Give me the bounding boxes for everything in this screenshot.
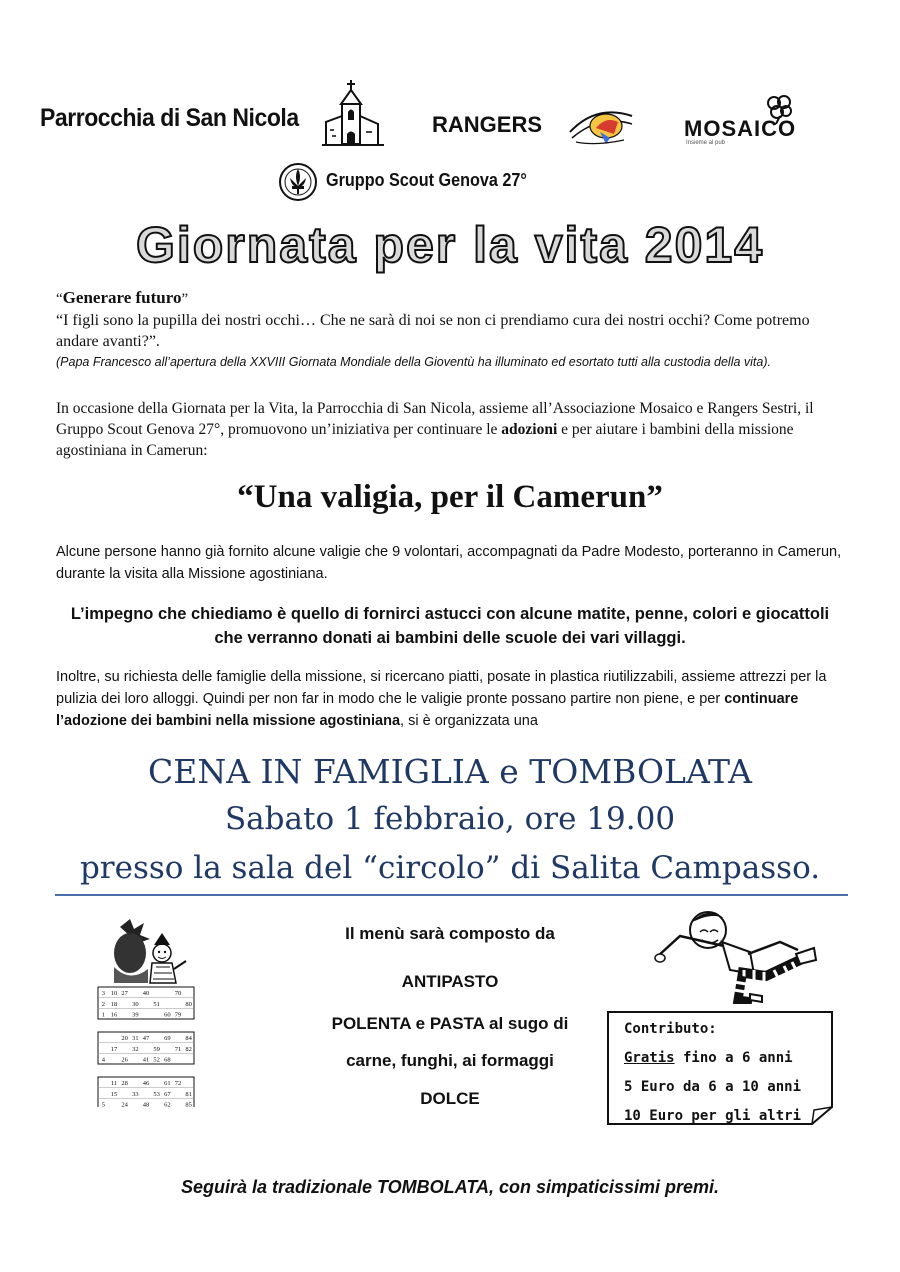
mosaico-logo bbox=[684, 94, 826, 150]
tombola-card bbox=[98, 1032, 194, 1064]
tombola-number: 84 bbox=[185, 1035, 192, 1043]
tombola-number: 32 bbox=[132, 1045, 139, 1053]
slogan-heading: “Una valigia, per il Camerun” bbox=[237, 479, 663, 515]
contribution-free bbox=[624, 1044, 801, 1073]
menu-item-sauces: carne, funghi, ai formaggi bbox=[346, 1051, 554, 1070]
tombola-number: 17 bbox=[110, 1045, 118, 1053]
tombola-number: 80 bbox=[185, 1000, 192, 1008]
event-location: presso la sala del “circolo” di Salita Campasso. bbox=[79, 850, 821, 886]
tombola-number: 69 bbox=[164, 1035, 171, 1043]
menu-item-polenta: POLENTA e PASTA al sugo di bbox=[331, 1014, 569, 1033]
footer-note: Seguirà la tradizionale TOMBOLATA, con simpaticissimi premi. bbox=[180, 1177, 720, 1197]
tombola-number: 20 bbox=[121, 1035, 128, 1043]
tombola-number: 39 bbox=[132, 1011, 139, 1019]
contribution-text bbox=[624, 1015, 801, 1131]
tombola-number: 2 bbox=[101, 1000, 105, 1008]
quote-heading-text: Generare futuro bbox=[62, 288, 182, 307]
contribution-free-word: Gratis bbox=[624, 1050, 675, 1066]
commitment-paragraph: L’impegno che chiediamo è quello di fornirci astucci con alcune matite, penne, colori e giocattoli che verranno donati ai bambini delle scuole dei vari villaggi. bbox=[70, 605, 830, 647]
tombola-number: 51 bbox=[153, 1000, 160, 1008]
tombola-number: 24 bbox=[121, 1101, 128, 1107]
contribution-free-rest: fino a 6 anni bbox=[674, 1050, 793, 1066]
tombola-number: 40 bbox=[142, 990, 150, 998]
tombola-number: 16 bbox=[110, 1011, 118, 1019]
contribution-title: Contributo: bbox=[624, 1021, 717, 1037]
tombola-number: 85 bbox=[185, 1101, 192, 1107]
mosaico-wordmark: MOSAICO bbox=[684, 116, 797, 141]
tombola-number: 47 bbox=[142, 1035, 150, 1043]
tombola-number: 1 bbox=[101, 1011, 105, 1019]
quote-source: (Papa Francesco all’apertura della XXVIII Giornata Mondiale della Gioventù ha illuminato ed esortato tutti alla custodia della vita). bbox=[56, 355, 771, 369]
tombola-number: 18 bbox=[110, 1000, 118, 1008]
tombola-number: 61 bbox=[164, 1080, 171, 1088]
church-icon bbox=[322, 78, 384, 148]
tombola-number: 10 bbox=[110, 990, 118, 998]
tombola-number: 70 bbox=[174, 990, 182, 998]
tombola-number: 60 bbox=[164, 1011, 171, 1019]
rangers-logo-icon bbox=[566, 102, 638, 150]
tombola-number: 62 bbox=[164, 1101, 171, 1107]
event-date: Sabato 1 febbraio, ore 19.00 bbox=[224, 801, 676, 837]
tombola-number: 30 bbox=[132, 1000, 139, 1008]
volunteers-paragraph: Alcune persone hanno già fornito alcune valigie che 9 volontari, accompagnati da Padre Modesto, porteranno in Camerun, durante la visita alla Missione agostiniana. bbox=[56, 544, 842, 582]
mission-text-2: , si è organizzata una bbox=[400, 713, 538, 729]
scout-group-name: Gruppo Scout Genova 27° bbox=[326, 170, 527, 190]
tombola-number: 79 bbox=[174, 1011, 182, 1019]
mission-paragraph bbox=[56, 666, 856, 732]
scout-emblem-icon bbox=[278, 160, 318, 204]
tombola-number: 4 bbox=[101, 1056, 105, 1064]
tombola-number: 41 bbox=[142, 1056, 150, 1064]
tombola-number: 11 bbox=[110, 1080, 118, 1088]
event-title: CENA IN FAMIGLIA e TOMBOLATA bbox=[147, 752, 753, 791]
tombola-number: 81 bbox=[185, 1090, 192, 1098]
tombola-number: 27 bbox=[121, 990, 128, 998]
tombola-number: 46 bbox=[142, 1080, 150, 1088]
parish-name: Parrocchia di San Nicola bbox=[40, 104, 299, 132]
page-title bbox=[100, 212, 800, 274]
tombola-number: 53 bbox=[153, 1090, 160, 1098]
tombola-number: 28 bbox=[121, 1080, 128, 1088]
section-divider bbox=[55, 894, 848, 896]
tombola-card bbox=[98, 1077, 194, 1107]
mission-bold: continuare l’adozione dei bambini nella missione agostiniana bbox=[56, 691, 799, 729]
tombola-number: 67 bbox=[164, 1090, 171, 1098]
contribution-line-3: 10 Euro per gli altri bbox=[624, 1108, 802, 1124]
contribution-line-2: 5 Euro da 6 a 10 anni bbox=[624, 1079, 802, 1095]
quote-heading: “Generare futuro” bbox=[56, 288, 189, 307]
intro-text-2: e per aiutare i bambini della missione agostiniana in Camerun: bbox=[56, 421, 794, 459]
page-title-container bbox=[0, 212, 900, 274]
menu-heading: Il menù sarà composto da bbox=[345, 924, 555, 943]
tombola-number: 31 bbox=[132, 1035, 139, 1043]
intro-bold: adozioni bbox=[501, 421, 558, 438]
menu-item-dolce: DOLCE bbox=[420, 1089, 480, 1108]
tombola-cards bbox=[96, 985, 196, 1107]
tombola-number: 48 bbox=[142, 1101, 150, 1107]
tombola-number: 59 bbox=[153, 1045, 160, 1053]
rangers-name: RANGERS bbox=[432, 112, 543, 137]
tombola-number: 26 bbox=[121, 1056, 128, 1064]
tombola-number: 71 bbox=[174, 1045, 182, 1053]
mission-text-1: Inoltre, su richiesta delle famiglie della missione, si ricercano piatti, posate in plastica riutilizzabili, assieme attrezzi per la pulizia dei loro alloggi. Quindi per non far in modo che le valigie pronte possano partire non piene, e per bbox=[56, 669, 827, 707]
tombola-number: 15 bbox=[110, 1090, 118, 1098]
mosaico-tagline: Insieme al pub bbox=[686, 140, 726, 146]
puppets-illustration-icon bbox=[100, 917, 194, 985]
intro-text-1: In occasione della Giornata per la Vita, la Parrocchia di San Nicola, assieme all’Associazione Mosaico e Rangers Sestri, il Gruppo Scout Genova 27°, promuovono un’iniziativa per continuare le bbox=[56, 400, 814, 438]
tombola-number: 72 bbox=[174, 1080, 182, 1088]
menu-item-antipasto: ANTIPASTO bbox=[401, 972, 499, 991]
tombola-number: 82 bbox=[185, 1045, 192, 1053]
quote-text: “I figli sono la pupilla dei nostri occhi… Che ne sarà di noi se non ci prendiamo cura dei nostri occhi? Come potremo andare avanti?”. bbox=[56, 312, 810, 350]
tombola-number: 33 bbox=[132, 1090, 139, 1098]
page-title-text: Giornata per la vita 2014 bbox=[135, 217, 765, 273]
tombola-number: 68 bbox=[164, 1056, 171, 1064]
running-child-illustration-icon bbox=[650, 904, 820, 1004]
tombola-number: 52 bbox=[153, 1056, 160, 1064]
tombola-card bbox=[98, 987, 194, 1019]
tombola-number: 5 bbox=[101, 1101, 105, 1107]
tombola-number: 3 bbox=[101, 990, 105, 998]
intro-paragraph bbox=[56, 398, 856, 461]
